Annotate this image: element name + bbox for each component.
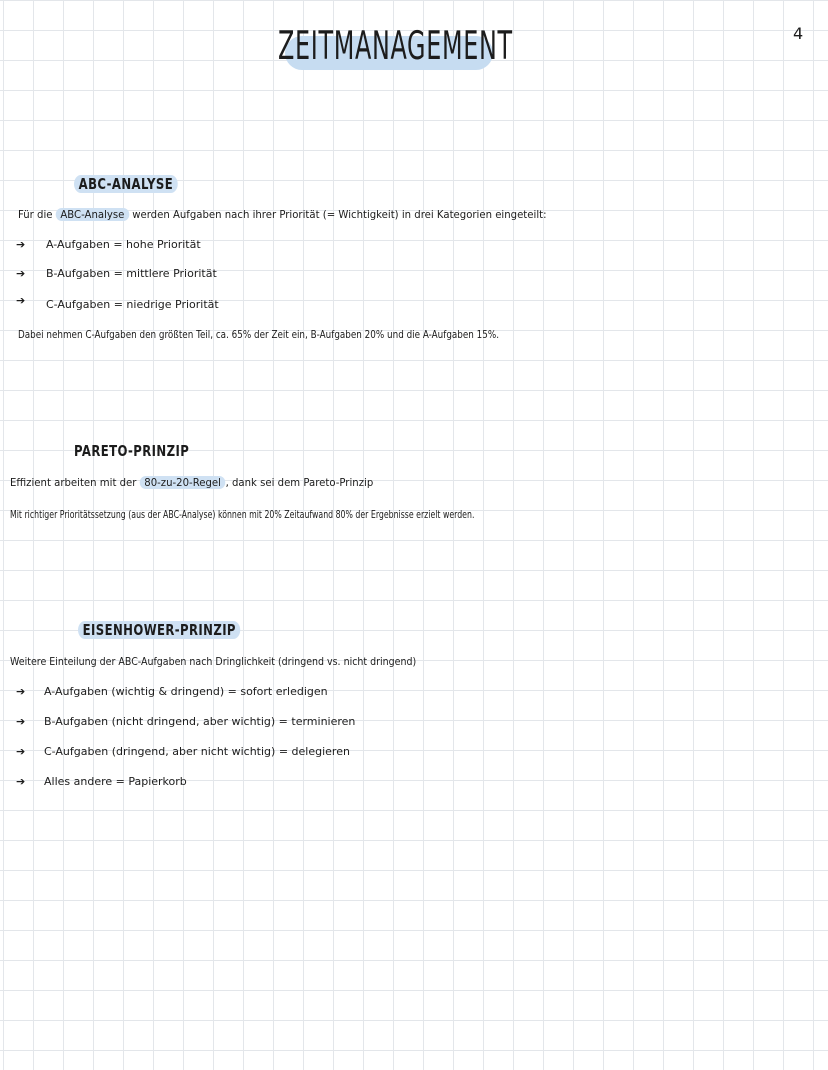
arrow-icon: ➔ xyxy=(16,238,26,251)
page-title: ZEITMANAGEMENT xyxy=(278,24,513,69)
pareto-line-1: Effizient arbeiten mit der 80-zu-20-Regel , dank sei dem Pareto-Prinzip xyxy=(10,476,374,489)
eisenhower-heading: EISENHOWER-PRINZIP xyxy=(78,621,241,639)
abc-intro-highlight: ABC-Analyse xyxy=(56,208,129,221)
abc-item-c: C-Aufgaben = niedrige Priorität xyxy=(46,298,219,311)
arrow-icon: ➔ xyxy=(16,745,26,758)
pareto-line-2: Mit richtiger Prioritätssetzung (aus der ABC-Analyse) können mit 20% Zeitaufwand 80% der Ergebnisse erzielt werden. xyxy=(10,508,475,521)
eisenhower-item-d: Alles andere = Papierkorb xyxy=(44,775,187,788)
pareto-heading: PARETO-PRINZIP xyxy=(74,442,190,460)
abc-summary: Dabei nehmen C-Aufgaben den größten Teil, ca. 65% der Zeit ein, B-Aufgaben 20% und die A-Aufgaben 15%. xyxy=(18,328,500,341)
abc-intro: Für die ABC-Analyse werden Aufgaben nach ihrer Priorität (= Wichtigkeit) in drei Kategorien eingeteilt: xyxy=(18,208,547,221)
eisenhower-item-a: A-Aufgaben (wichtig & dringend) = sofort erledigen xyxy=(44,685,328,698)
arrow-icon: ➔ xyxy=(16,267,26,280)
arrow-icon: ➔ xyxy=(16,685,26,698)
abc-heading: ABC-ANALYSE xyxy=(74,175,178,193)
arrow-icon: ➔ xyxy=(16,715,26,728)
arrow-icon: ➔ xyxy=(16,775,26,788)
abc-item-b: B-Aufgaben = mittlere Priorität xyxy=(46,267,217,280)
eisenhower-intro: Weitere Einteilung der ABC-Aufgaben nach Dringlichkeit (dringend vs. nicht dringend) xyxy=(10,655,417,668)
pareto-highlight: 80-zu-20-Regel xyxy=(140,476,226,489)
abc-item-a: A-Aufgaben = hohe Priorität xyxy=(46,238,201,251)
arrow-icon: ➔ xyxy=(16,294,26,307)
page-number: 4 xyxy=(793,24,804,43)
eisenhower-item-c: C-Aufgaben (dringend, aber nicht wichtig) = delegieren xyxy=(44,745,350,758)
eisenhower-item-b: B-Aufgaben (nicht dringend, aber wichtig) = terminieren xyxy=(44,715,356,728)
